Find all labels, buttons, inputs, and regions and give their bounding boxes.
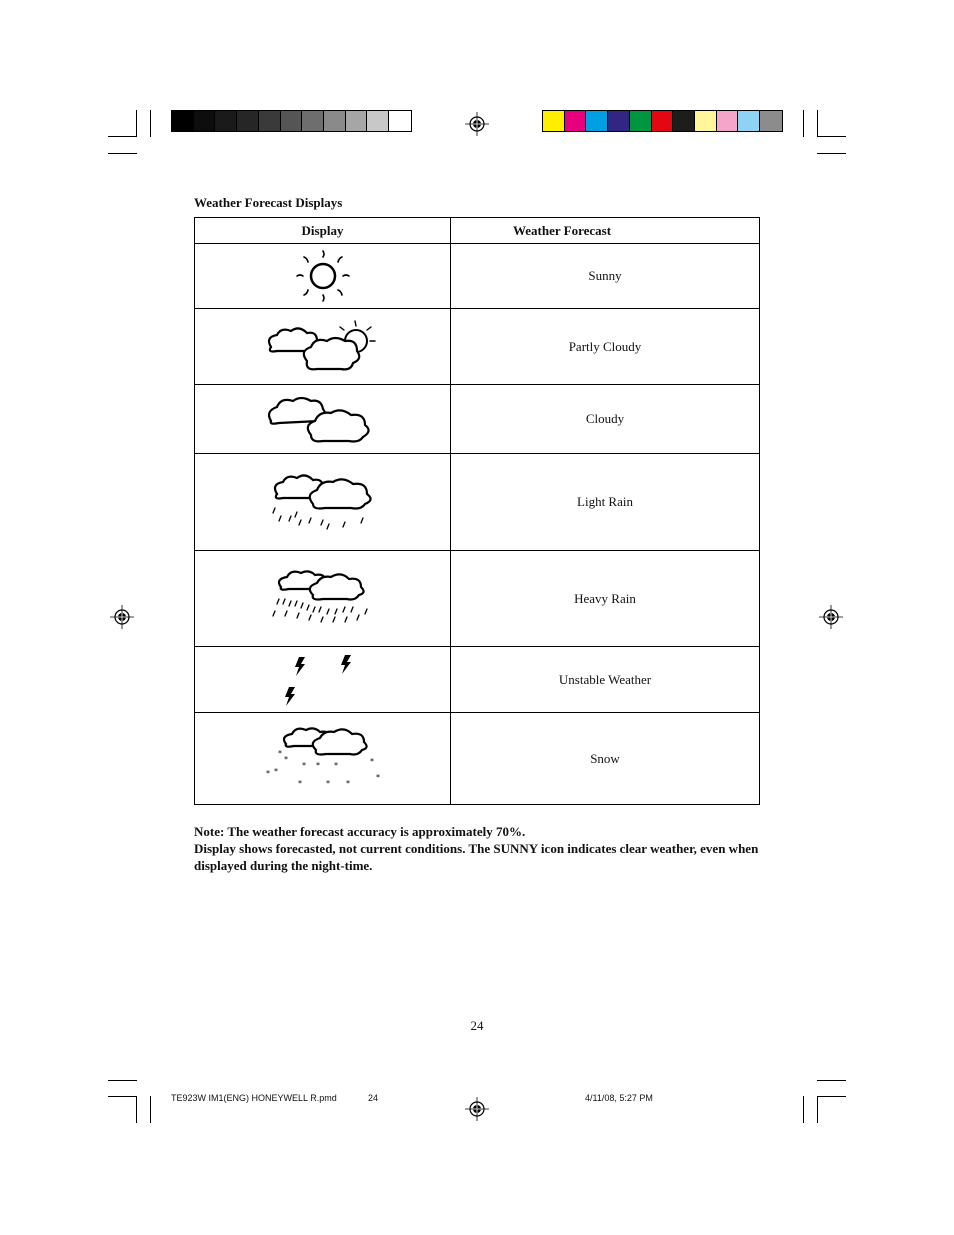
heavy-rain-icon	[263, 569, 383, 629]
forecast-label: Sunny	[451, 244, 760, 309]
column-header-display: Display	[195, 218, 451, 244]
color-swatch	[652, 111, 674, 131]
svg-text:*: *	[273, 766, 278, 776]
crop-mark	[150, 1096, 151, 1123]
svg-text:*: *	[345, 778, 350, 788]
display-cell	[195, 309, 451, 385]
registration-mark-icon	[465, 1097, 489, 1121]
crop-mark	[108, 136, 137, 137]
section-heading: Weather Forecast Displays	[194, 195, 343, 210]
page-number: 24	[470, 1018, 484, 1033]
note-text	[194, 823, 764, 874]
forecast-label: Light Rain	[451, 454, 760, 551]
color-swatch	[346, 111, 368, 131]
color-swatch	[760, 111, 782, 131]
crop-mark	[817, 136, 846, 137]
table-row	[195, 385, 760, 454]
color-swatch	[630, 111, 652, 131]
color-swatch	[586, 111, 608, 131]
crop-mark	[803, 110, 804, 137]
color-swatch	[717, 111, 739, 131]
svg-text:*: *	[333, 760, 338, 770]
footer-timestamp: 4/11/08, 5:27 PM	[585, 1093, 653, 1103]
svg-text:*: *	[265, 768, 270, 778]
color-swatch	[259, 111, 281, 131]
color-swatch	[565, 111, 587, 131]
color-swatch	[237, 111, 259, 131]
cmyk-color-bar	[542, 110, 783, 132]
cloud-icon	[263, 393, 383, 445]
crop-mark	[136, 110, 137, 137]
color-swatch	[389, 111, 411, 131]
crop-mark	[817, 1096, 818, 1123]
table-row	[195, 309, 760, 385]
note-display-info: Display shows forecasted, not current conditions. The SUNNY icon indicates clear weather, even when displayed during the night-time.	[194, 841, 759, 873]
forecast-table	[194, 217, 760, 805]
display-cell	[195, 454, 451, 551]
color-swatch	[543, 111, 565, 131]
svg-text:*: *	[369, 756, 374, 766]
svg-text:*: *	[297, 778, 302, 788]
color-swatch	[608, 111, 630, 131]
color-swatch	[673, 111, 695, 131]
table-row	[195, 647, 760, 713]
footer-page: 24	[368, 1093, 379, 1103]
forecast-label: Heavy Rain	[451, 551, 760, 647]
table-row	[195, 244, 760, 309]
table-row	[195, 551, 760, 647]
registration-mark-icon	[465, 112, 489, 136]
svg-text:*: *	[375, 772, 380, 782]
table-row	[195, 454, 760, 551]
crop-mark	[817, 153, 846, 154]
crop-mark	[817, 110, 818, 137]
column-header-forecast: Weather Forecast	[451, 218, 760, 244]
color-swatch	[302, 111, 324, 131]
color-swatch	[367, 111, 389, 131]
light-rain-icon	[263, 472, 383, 532]
registration-mark-icon	[110, 605, 134, 629]
forecast-label: Partly Cloudy	[451, 309, 760, 385]
note-accuracy: Note: The weather forecast accuracy is approximately 70%.	[194, 824, 526, 839]
color-swatch	[215, 111, 237, 131]
forecast-label: Unstable Weather	[451, 647, 760, 713]
color-swatch	[194, 111, 216, 131]
color-swatch	[738, 111, 760, 131]
crop-mark	[817, 1080, 846, 1081]
display-cell	[195, 713, 451, 805]
color-swatch	[695, 111, 717, 131]
display-cell	[195, 244, 451, 309]
snow-icon	[258, 726, 388, 792]
svg-text:*: *	[315, 760, 320, 770]
partly-cloudy-icon	[263, 317, 383, 377]
crop-mark	[803, 1096, 804, 1123]
sun-icon	[293, 247, 353, 305]
footer-filename: TE923W IM1(ENG) HONEYWELL R.pmd	[171, 1093, 337, 1103]
crop-mark	[108, 1080, 137, 1081]
table-header-row	[195, 218, 760, 244]
color-swatch	[324, 111, 346, 131]
color-swatch	[281, 111, 303, 131]
color-swatch	[172, 111, 194, 131]
svg-text:*: *	[283, 754, 288, 764]
crop-mark	[150, 110, 151, 137]
display-cell	[195, 551, 451, 647]
grayscale-color-bar	[171, 110, 412, 132]
crop-mark	[108, 1096, 137, 1097]
svg-text:*: *	[325, 778, 330, 788]
lightning-icon	[263, 651, 383, 709]
crop-mark	[108, 153, 137, 154]
svg-text:*: *	[301, 760, 306, 770]
forecast-label: Cloudy	[451, 385, 760, 454]
display-cell	[195, 385, 451, 454]
forecast-label: Snow	[451, 713, 760, 805]
crop-mark	[136, 1096, 137, 1123]
crop-mark	[817, 1096, 846, 1097]
table-row	[195, 713, 760, 805]
display-cell	[195, 647, 451, 713]
registration-mark-icon	[819, 605, 843, 629]
svg-text:*: *	[277, 748, 282, 758]
